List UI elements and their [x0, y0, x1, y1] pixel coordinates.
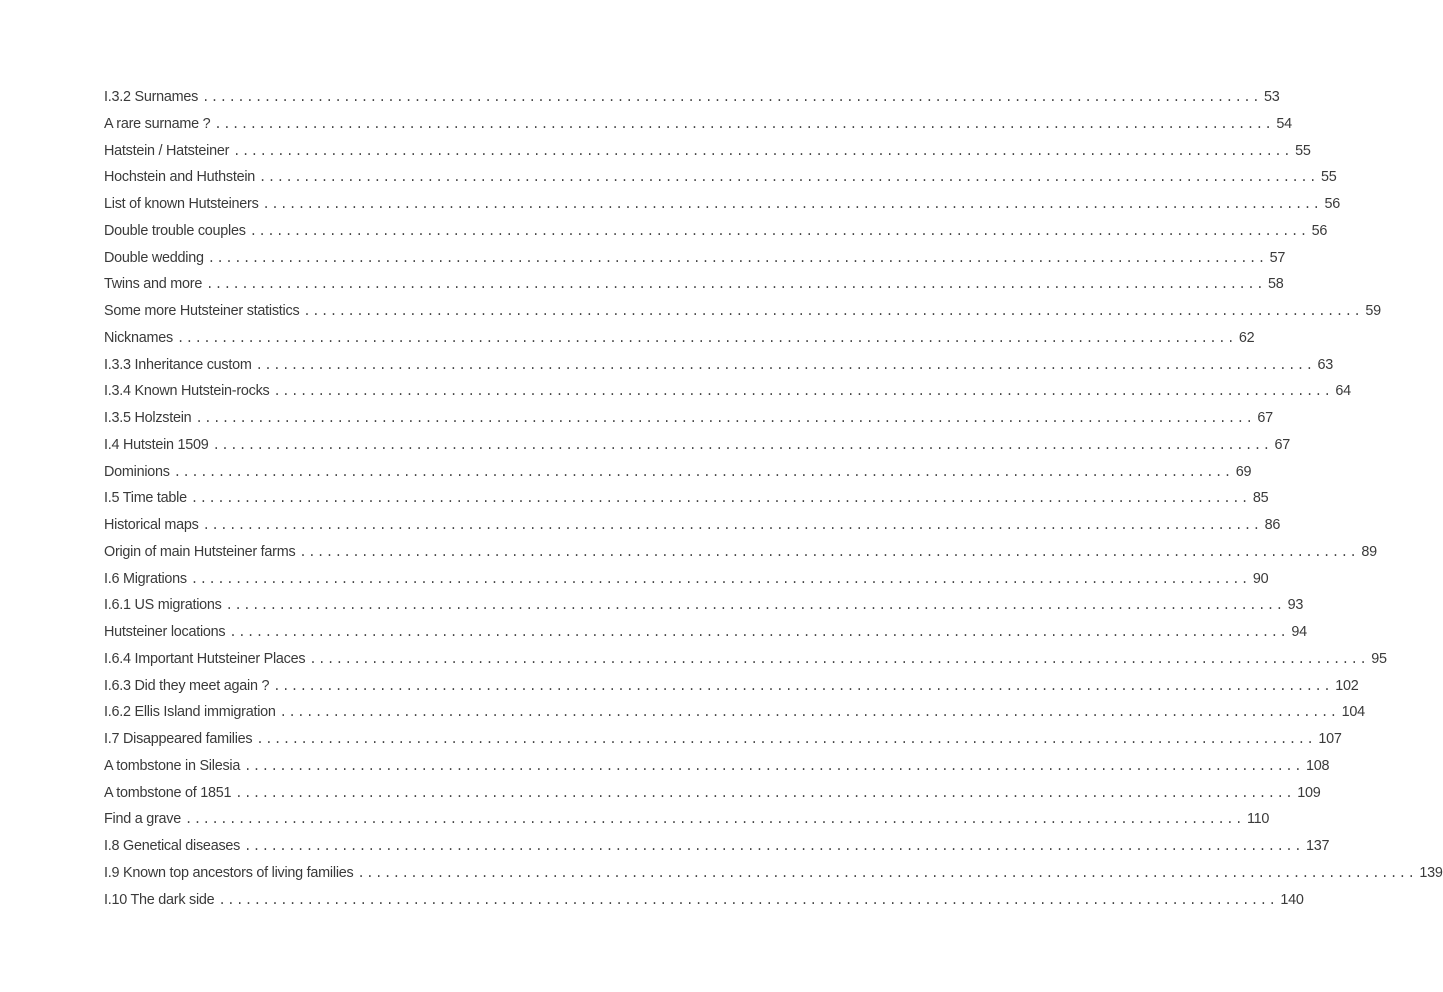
- toc-entry-title: I.6.3 Did they meet again ?: [104, 677, 270, 694]
- toc-entry-title: A rare surname ?: [104, 115, 211, 132]
- toc-entry-title: Some more Hutsteiner statistics: [104, 303, 300, 319]
- toc-entry-page: 57: [1269, 249, 1286, 266]
- toc-entry-title: I.6.2 Ellis Island immigration: [104, 704, 276, 721]
- table-of-contents: [104, 84, 1443, 913]
- dot-leader: ........................................................................................................................: [299, 544, 1359, 559]
- dot-leader: ........................................................................................................................: [218, 892, 1278, 907]
- toc-entry[interactable]: [104, 592, 1304, 619]
- toc-entry-title: Nicknames: [104, 329, 173, 346]
- toc-entry[interactable]: [104, 191, 1340, 218]
- toc-entry[interactable]: [104, 298, 1381, 325]
- toc-entry-title: I.3.4 Known Hutstein-rocks: [104, 383, 270, 400]
- toc-entry-title: I.8 Genetical diseases: [104, 838, 241, 854]
- toc-entry[interactable]: [104, 218, 1328, 245]
- toc-entry-page: 56: [1311, 222, 1328, 239]
- dot-leader: ........................................................................................................................: [309, 651, 1369, 666]
- toc-entry-title: I.9 Known top ancestors of living families: [104, 864, 354, 881]
- toc-entry-page: 54: [1276, 115, 1292, 132]
- toc-entry-page: 102: [1335, 677, 1359, 694]
- dot-leader: ........................................................................................................................: [214, 116, 1274, 131]
- dot-leader: ........................................................................................................................: [249, 223, 1309, 238]
- toc-entry-title: I.6.4 Important Hutsteiner Places: [104, 650, 306, 667]
- toc-entry-page: 85: [1252, 490, 1269, 507]
- toc-entry[interactable]: [104, 111, 1292, 138]
- toc-entry[interactable]: [104, 245, 1286, 272]
- toc-entry-title: A tombstone in Silesia: [104, 757, 241, 774]
- dot-leader: ........................................................................................................................: [176, 330, 1236, 345]
- toc-entry[interactable]: [104, 138, 1311, 165]
- dot-leader: ........................................................................................................................: [273, 384, 1333, 399]
- toc-entry-title: I.6.1 US migrations: [104, 597, 222, 614]
- toc-entry[interactable]: [104, 646, 1387, 673]
- dot-leader: ........................................................................................................................: [235, 785, 1295, 800]
- toc-entry-page: 55: [1321, 169, 1337, 186]
- toc-entry-page: 58: [1268, 276, 1284, 293]
- dot-leader: ........................................................................................................................: [212, 437, 1272, 452]
- toc-entry[interactable]: [104, 566, 1269, 593]
- toc-entry-page: 62: [1238, 329, 1255, 346]
- toc-entry[interactable]: [104, 806, 1270, 833]
- toc-entry-title: I.3.5 Holzstein: [104, 410, 192, 426]
- dot-leader: ........................................................................................................................: [279, 705, 1339, 720]
- dot-leader: ........................................................................................................................: [202, 90, 1262, 104]
- toc-entry[interactable]: [104, 352, 1334, 379]
- toc-entry-page: 64: [1335, 383, 1351, 400]
- toc-entry[interactable]: [104, 887, 1304, 914]
- dot-leader: ........................................................................................................................: [202, 518, 1262, 532]
- toc-entry[interactable]: [104, 726, 1342, 753]
- toc-entry-title: I.5 Time table: [104, 490, 187, 507]
- toc-entry-title: Origin of main Hutsteiner farms: [104, 543, 296, 560]
- toc-entry-title: List of known Hutsteiners: [104, 196, 259, 212]
- toc-entry[interactable]: [104, 673, 1359, 700]
- toc-entry[interactable]: [104, 699, 1365, 726]
- dot-leader: ........................................................................................................................: [233, 143, 1293, 158]
- dot-leader: ........................................................................................................................: [244, 839, 1304, 853]
- toc-entry-page: 89: [1361, 543, 1377, 560]
- toc-entry-title: I.10 The dark side: [104, 891, 215, 908]
- dot-leader: ........................................................................................................................: [255, 357, 1315, 372]
- toc-entry[interactable]: [104, 512, 1281, 539]
- toc-entry-page: 109: [1297, 784, 1321, 801]
- dot-leader: ........................................................................................................................: [206, 277, 1266, 292]
- toc-entry-page: 90: [1252, 570, 1269, 587]
- toc-entry-page: 93: [1287, 597, 1304, 614]
- toc-entry-page: 137: [1306, 838, 1330, 854]
- dot-leader: ........................................................................................................................: [273, 678, 1333, 693]
- toc-entry-title: I.4 Hutstein 1509: [104, 436, 209, 453]
- toc-entry-title: I.3.2 Surnames: [104, 89, 199, 105]
- toc-entry-title: Find a grave: [104, 811, 181, 828]
- toc-entry[interactable]: [104, 405, 1273, 432]
- toc-entry-title: I.6 Migrations: [104, 570, 187, 587]
- toc-entry-page: 53: [1264, 89, 1280, 105]
- toc-entry-page: 95: [1371, 650, 1387, 667]
- toc-entry-page: 108: [1306, 757, 1330, 774]
- toc-entry-page: 59: [1365, 303, 1381, 319]
- dot-leader: ........................................................................................................................: [303, 304, 1363, 318]
- toc-entry[interactable]: [104, 271, 1284, 298]
- toc-entry-title: A tombstone of 1851: [104, 784, 232, 801]
- toc-entry-page: 63: [1317, 356, 1334, 373]
- toc-entry[interactable]: [104, 780, 1321, 807]
- toc-entry-title: Historical maps: [104, 517, 199, 533]
- toc-entry-title: Hatstein / Hatsteiner: [104, 142, 230, 159]
- dot-leader: ........................................................................................................................: [244, 758, 1304, 773]
- toc-entry[interactable]: [104, 833, 1330, 860]
- toc-entry-page: 110: [1246, 811, 1270, 828]
- toc-entry[interactable]: [104, 432, 1291, 459]
- dot-leader: ........................................................................................................................: [207, 250, 1267, 265]
- toc-entry-page: 107: [1318, 731, 1342, 747]
- dot-leader: ........................................................................................................................: [185, 812, 1244, 827]
- dot-leader: ........................................................................................................................: [262, 197, 1322, 211]
- dot-leader: ........................................................................................................................: [357, 865, 1417, 880]
- dot-leader: ........................................................................................................................: [195, 411, 1255, 425]
- toc-entry-page: 104: [1341, 704, 1365, 721]
- toc-entry-title: I.3.3 Inheritance custom: [104, 356, 252, 373]
- toc-entry[interactable]: [104, 459, 1252, 486]
- toc-entry-page: 94: [1291, 624, 1307, 640]
- toc-entry-title: I.7 Disappeared families: [104, 731, 253, 747]
- toc-entry[interactable]: [104, 860, 1443, 887]
- dot-leader: ........................................................................................................................: [259, 170, 1318, 185]
- toc-entry-page: 55: [1295, 142, 1311, 159]
- toc-entry[interactable]: [104, 619, 1307, 646]
- dot-leader: ........................................................................................................................: [225, 598, 1285, 613]
- dot-leader: ........................................................................................................................: [173, 464, 1233, 479]
- toc-entry[interactable]: [104, 539, 1377, 566]
- toc-entry-page: 67: [1274, 436, 1291, 453]
- toc-entry-page: 56: [1324, 196, 1340, 212]
- toc-entry[interactable]: [104, 325, 1255, 352]
- toc-entry-title: Hochstein and Huthstein: [104, 169, 256, 186]
- toc-entry[interactable]: [104, 753, 1330, 780]
- toc-entry[interactable]: [104, 164, 1337, 191]
- dot-leader: ........................................................................................................................: [190, 571, 1250, 586]
- toc-entry-page: 140: [1280, 891, 1304, 908]
- toc-entry-title: Double trouble couples: [104, 222, 246, 239]
- dot-leader: ........................................................................................................................: [229, 625, 1289, 639]
- toc-entry-title: Double wedding: [104, 249, 204, 266]
- toc-entry-page: 139: [1419, 864, 1443, 881]
- toc-entry-title: Dominions: [104, 463, 170, 480]
- toc-entry[interactable]: [104, 84, 1280, 111]
- toc-entry-title: Twins and more: [104, 276, 203, 293]
- toc-entry[interactable]: [104, 378, 1351, 405]
- toc-entry-title: Hutsteiner locations: [104, 624, 226, 640]
- toc-entry-page: 67: [1257, 410, 1273, 426]
- toc-entry-page: 86: [1264, 517, 1281, 533]
- toc-entry-page: 69: [1235, 463, 1252, 480]
- toc-entry[interactable]: [104, 485, 1269, 512]
- dot-leader: ........................................................................................................................: [256, 732, 1316, 746]
- dot-leader: ........................................................................................................................: [190, 491, 1250, 506]
